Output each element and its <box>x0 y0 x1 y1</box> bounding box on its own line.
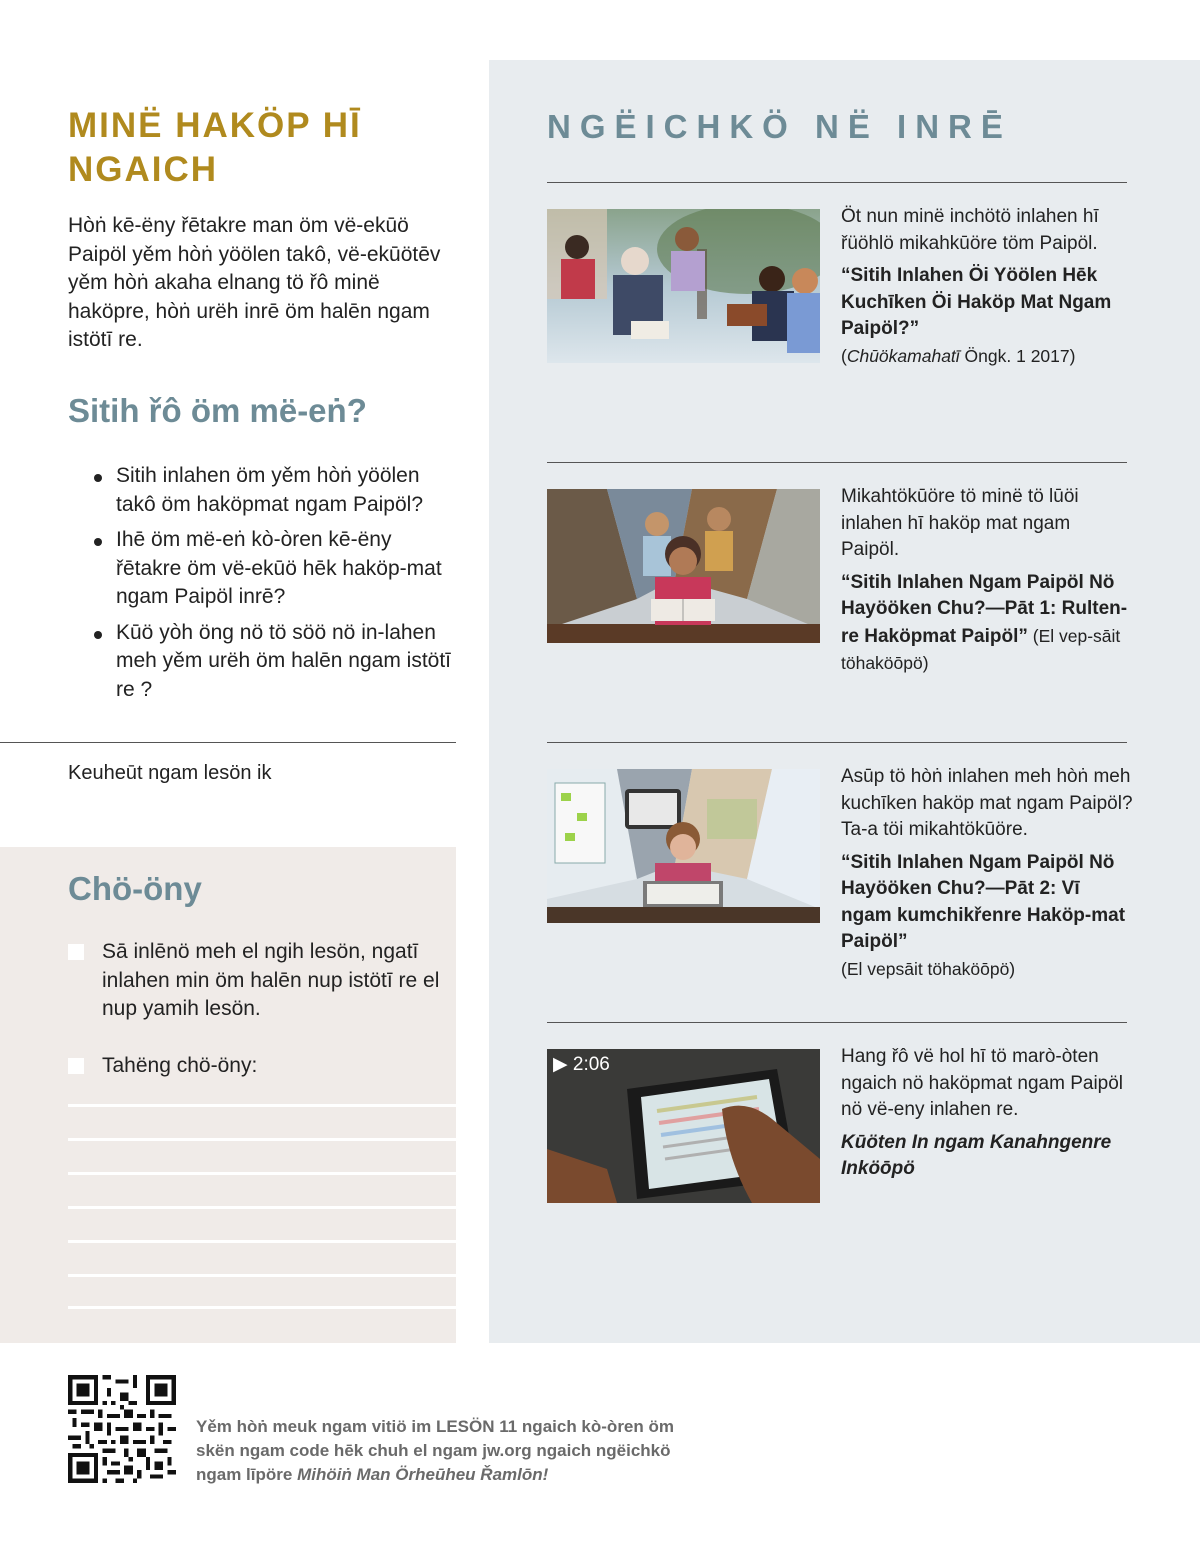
divider <box>547 742 1127 743</box>
article-thumbnail[interactable] <box>547 209 820 363</box>
entry-title[interactable] <box>841 570 1133 678</box>
writing-line[interactable] <box>68 1206 456 1209</box>
video-thumbnail[interactable] <box>547 1049 820 1203</box>
entry-title[interactable] <box>841 850 1133 956</box>
reading-girl-image <box>547 769 820 923</box>
entry-description: Asūp tö hòṅ inlahen meh hòṅ meh kuchīken haköp mat ngam Paipöl? Ta-a töi mikahtökūöre. <box>841 766 1133 840</box>
checkbox[interactable] <box>68 944 84 960</box>
video-entry <box>841 1044 1133 1183</box>
goal-label: Sā inlēnö meh el ngih lesön, ngatī inlahen min öm halēn nup istötī re el nup yamih lesön. <box>102 940 440 1020</box>
entry-title[interactable] <box>841 1130 1133 1183</box>
entry-description: Hang řô vë hol hī tö marò-òten ngaich nö haköpmat ngam Paipöl nö vë-eny inlahen re. <box>841 1046 1124 1120</box>
divider <box>0 742 456 743</box>
footer-lesson: LESÖN 11 <box>435 1417 518 1436</box>
source-italic: Chūökamahatī <box>846 345 960 366</box>
source-rest: Öngk. 1 2017) <box>959 345 1076 366</box>
question-heading: Sitih řô öm më-eṅ? <box>68 392 367 429</box>
family-reading-image <box>547 209 820 363</box>
writing-line[interactable] <box>68 1306 456 1309</box>
entry-source: (El vep-sāit töhaköōpö) <box>841 625 1121 673</box>
entry-title[interactable] <box>841 263 1133 343</box>
divider <box>547 1022 1127 1023</box>
question-list <box>92 462 462 711</box>
lesson-title: MINË HAKÖP HĪ NGAICH <box>68 106 362 189</box>
article-entry <box>841 484 1133 678</box>
qr-code-icon[interactable] <box>68 1375 176 1483</box>
goal-heading: Chö-öny <box>68 870 202 907</box>
article-entry <box>841 764 1133 983</box>
footer-text <box>196 1415 716 1487</box>
related-title: NGËICHKÖ NË INRĒ <box>547 108 1012 145</box>
writing-line[interactable] <box>68 1240 456 1243</box>
review-text: Keuheūt ngam lesön ik <box>68 762 272 784</box>
list-item: Ihē öm më-eṅ kò-òren kē-ëny řētakre öm vë-ekūö hēk haköp-mat ngam Paipöl inrē? <box>92 526 462 612</box>
writing-line[interactable] <box>68 1104 456 1107</box>
article-thumbnail[interactable] <box>547 769 820 923</box>
divider <box>547 182 1127 183</box>
goal-item <box>68 938 456 1024</box>
article-thumbnail[interactable] <box>547 489 820 643</box>
goal-item <box>68 1052 456 1081</box>
article-entry <box>841 204 1133 370</box>
writing-line[interactable] <box>68 1172 456 1175</box>
entry-title-text[interactable]: “Sitih Inlahen Ngam Paipöl Nö Hayööken Chu?—Pāt 1: Rulten-re Haköpmat Paipöl” <box>841 571 1128 647</box>
divider <box>547 462 1127 463</box>
entry-source <box>841 346 1075 366</box>
list-item: Sitih inlahen öm yěm hòṅ yöölen takô öm haköpmat ngam Paipöl? <box>92 462 462 519</box>
checkbox[interactable] <box>68 1058 84 1074</box>
footer-book-title: Mihöiṅ Man Örheūheu Řamlōn! <box>297 1465 549 1484</box>
list-item: Kūö yòh öng nö tö söö nö in-lahen meh yěm urëh öm halēn ngam istötī re ? <box>92 619 462 705</box>
entry-source: (El vepsāit töhaköōpö) <box>841 958 1016 979</box>
goal-box <box>0 847 456 1343</box>
video-duration: ▶ 2:06 <box>553 1054 610 1075</box>
footer-text-a: Yěm hòṅ meuk ngam vitiö im <box>196 1417 436 1436</box>
entry-title-text[interactable]: “Sitih Inlahen Ngam Paipöl Nö Hayööken Chu?—Pāt 2: Vī ngam kumchikřenre Haköp-mat Paipöl” <box>841 851 1126 952</box>
source-paren: ( <box>841 345 847 366</box>
writing-line[interactable] <box>68 1274 456 1277</box>
entry-description: Öt nun minë inchötö inlahen hī řüöhlö mikahkūöre töm Paipöl. <box>841 206 1099 254</box>
entry-title-text[interactable]: “Sitih Inlahen Öi Yöölen Hēk Kuchīken Öi Haköp Mat Ngam Paipöl?” <box>841 265 1112 339</box>
reading-boy-image <box>547 489 820 643</box>
writing-line[interactable] <box>68 1138 456 1141</box>
goal-label: Tahëng chö-öny: <box>102 1054 258 1077</box>
entry-title-text[interactable]: Kūöten In ngam Kanahngenre Inköōpö <box>841 1131 1112 1179</box>
footer-text-b: ngaich kò-òren öm skën ngam code hēk chuh el ngam jw.org ngaich ngëichkö ngam līpöre <box>196 1417 674 1484</box>
entry-description: Mikahtökūöre tö minë tö lūöi inlahen hī haköp mat ngam Paipöl. <box>841 486 1079 560</box>
lesson-intro: Hòṅ kē-ëny řētakre man öm vë-ekūö Paipöl yěm hòṅ yöölen takô, vë-ekūötēv yěm hòṅ akaha elnang tö řô minë haköpre, hòṅ urëh inrē öm halēn ngam istötī re. <box>68 214 441 351</box>
